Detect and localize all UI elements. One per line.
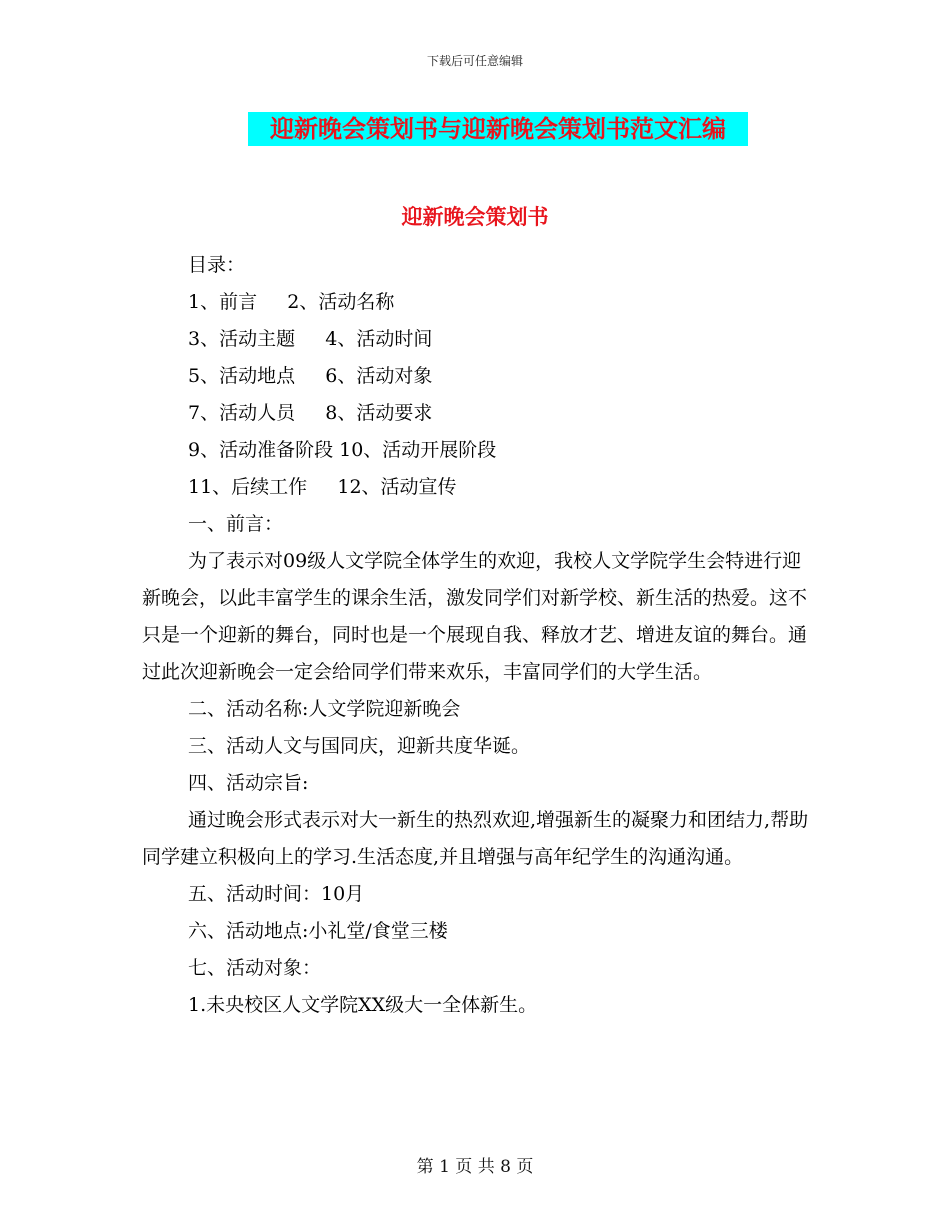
page-footer: 第 1 页 共 8 页	[416, 1157, 534, 1177]
activity-time-line: 五、活动时间：10月	[188, 883, 365, 905]
audience-heading: 七、活动对象：	[188, 957, 322, 979]
document-body	[142, 247, 814, 1024]
activity-theme-line: 三、活动人文与国同庆，迎新共度华诞。	[188, 735, 531, 757]
toc-row: 11、后续工作 12、活动宣传	[188, 476, 457, 498]
activity-name-line: 二、活动名称:人文学院迎新晚会	[188, 698, 461, 720]
section-title: 迎新晚会策划书	[401, 204, 549, 229]
audience-item: 1.未央校区人文学院XX级大一全体新生。	[188, 994, 538, 1016]
toc-heading: 目录：	[188, 254, 246, 276]
purpose-heading: 四、活动宗旨:	[188, 772, 309, 794]
preface-heading: 一、前言：	[188, 513, 284, 535]
toc-row: 7、活动人员 8、活动要求	[188, 402, 433, 424]
toc-row: 9、活动准备阶段 10、活动开展阶段	[188, 439, 497, 461]
toc-row: 5、活动地点 6、活动对象	[188, 365, 433, 387]
toc-row: 3、活动主题 4、活动时间	[188, 328, 433, 350]
preface-paragraph: 为了表示对09级人文学院全体学生的欢迎，我校人文学院学生会特进行迎新晚会，以此丰富学生的课余生活，激发同学们对新学校、新生活的热爱。这不只是一个迎新的舞台，同时也是一个展现自我、释放才艺、增进友谊的舞台。通过此次迎新晚会一定会给同学们带来欢乐，丰富同学们的大学生活。	[142, 550, 808, 683]
activity-location-line: 六、活动地点:小礼堂/食堂三楼	[188, 920, 448, 942]
document-title: 迎新晚会策划书与迎新晚会策划书范文汇编	[248, 112, 748, 146]
header-note: 下载后可任意编辑	[426, 54, 523, 68]
toc-row: 1、前言 2、活动名称	[188, 291, 395, 313]
purpose-paragraph: 通过晚会形式表示对大一新生的热烈欢迎,增强新生的凝聚力和团结力,帮助同学建立积极向上的学习.生活态度,并且增强与高年纪学生的沟通沟通。	[142, 809, 809, 868]
